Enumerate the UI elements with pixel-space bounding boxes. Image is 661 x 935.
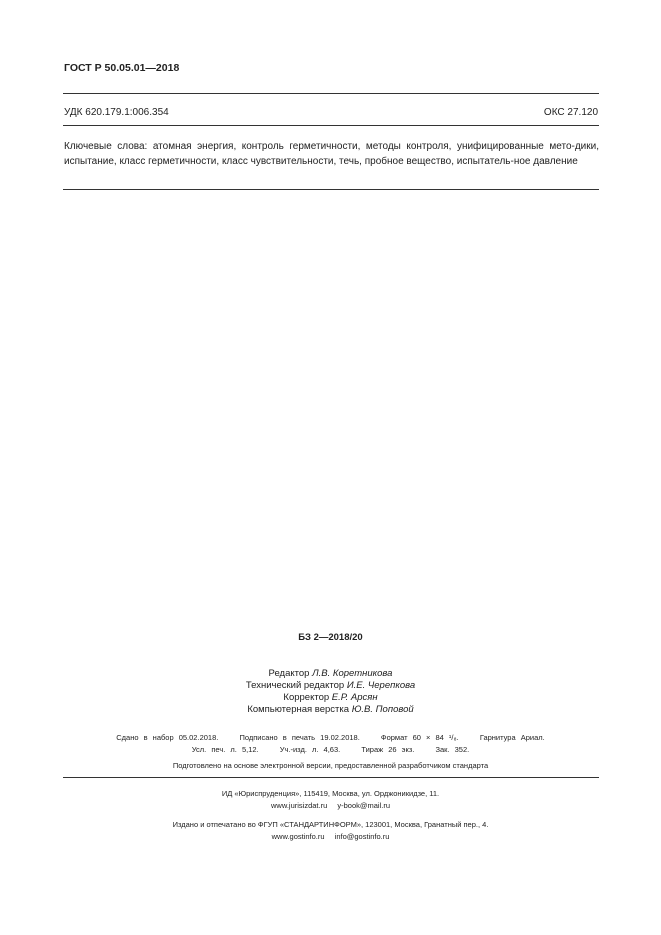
keywords-paragraph: Ключевые слова: атомная энергия, контроль герметичности, методы контроля, унифицированные мето-дики, испытание, класс герметичности, класс чувствительности, течь, пробное вещество, испытатель-ное давление [64,141,599,167]
publisher-address: ИД «Юриспруденция», 115419, Москва, ул. Орджоникидзе, 11. [221,789,440,798]
credits-block [0,668,661,716]
publication-line-1 [0,732,661,744]
oks-code: ОКС 27.120 [543,107,598,118]
credit-label: Редактор [268,668,310,679]
format: Формат 60 × 84 ¹/₈. [380,733,459,742]
printer-contacts [0,831,661,843]
circulation: Тираж 26 экз. [361,744,415,754]
order-number: Зак. 352. [435,744,470,754]
printer-info [0,819,661,842]
pub-sheets: Уч.-изд. л. 4,63. [279,744,341,754]
credit-label: Компьютерная верстка [247,704,350,715]
divider-bottom [63,777,599,778]
publisher-info [0,788,661,811]
credit-editor [0,668,661,680]
credit-name: И.Е. Черепкова [346,680,416,691]
prepared-note: Подготовлено на основе электронной версии, предоставленной разработчиком стандарта [172,761,489,770]
credit-tech-editor [0,680,661,692]
set-date: Сдано в набор 05.02.2018. [116,733,219,742]
divider-keywords [63,189,599,190]
publisher-contacts [0,800,661,812]
publisher-site-link[interactable]: www.jurisizdat.ru [271,800,328,810]
publication-info [0,732,661,755]
printer-address: Издано и отпечатано во ФГУП «СТАНДАРТИНФОРМ», 123001, Москва, Гранатный пер., 4. [172,820,489,829]
standard-number: ГОСТ Р 50.05.01—2018 [64,62,180,74]
print-sheets: Усл. печ. л. 5,12. [191,744,259,754]
credit-name: Е.Р. Арсян [331,692,378,703]
credit-layout [0,704,661,716]
udk-code: УДК 620.179.1:006.354 [64,107,169,118]
printer-site-link[interactable]: www.gostinfo.ru [271,831,325,841]
signed-date: Подписано в печать 19.02.2018. [239,733,360,742]
credit-name: Л.В. Коретникова [312,668,393,679]
divider-classification [63,125,599,126]
bz-number: БЗ 2—2018/20 [298,632,363,643]
divider-top [63,93,599,94]
credit-label: Технический редактор [245,680,345,691]
credit-name: Ю.В. Поповой [351,704,414,715]
font-info: Гарнитура Ариал. [479,733,545,742]
publisher-email-link[interactable]: y-book@mail.ru [337,800,390,810]
printer-email-link[interactable]: info@gostinfo.ru [334,831,390,841]
credit-label: Корректор [283,692,330,703]
credit-corrector [0,692,661,704]
publication-line-2 [0,744,661,756]
